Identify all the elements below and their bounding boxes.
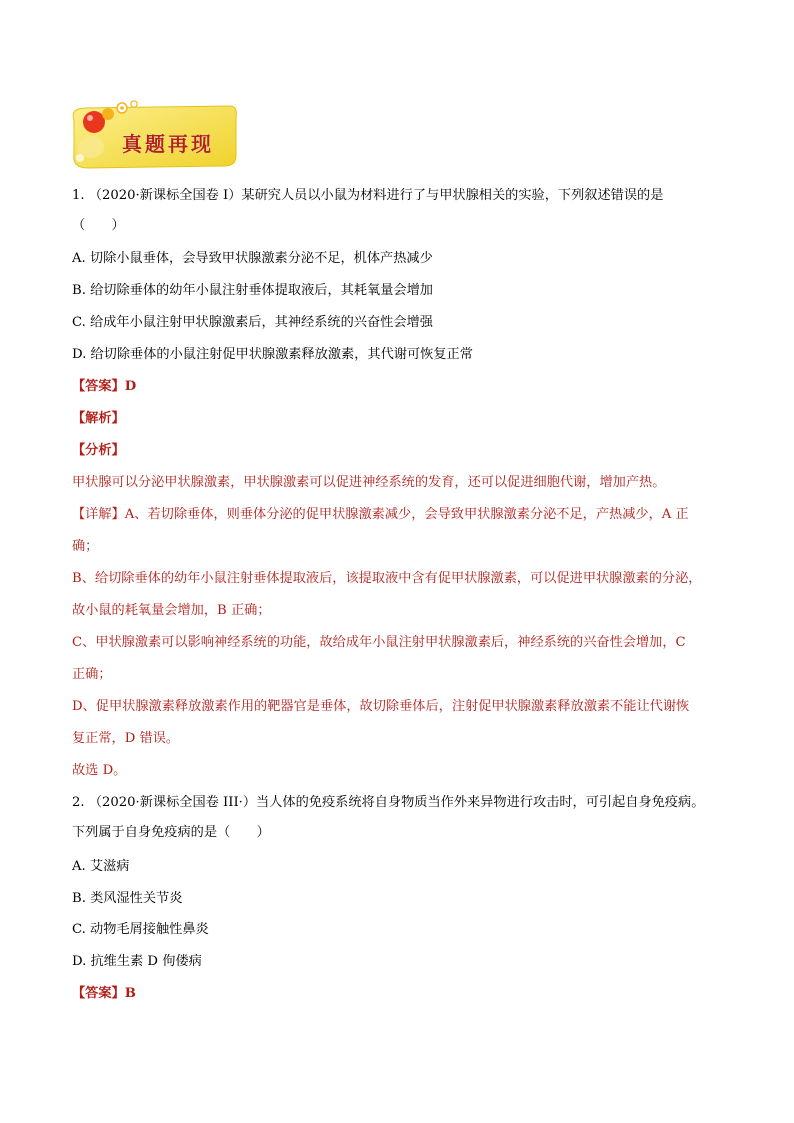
q1-option-c: C. 给成年小鼠注射甲状腺激素后，其神经系统的兴奋性会增强: [72, 315, 433, 330]
q1-detail-line2: 确；: [72, 539, 99, 554]
q1-option-a: A. 切除小鼠垂体，会导致甲状腺激素分泌不足，机体产热减少: [72, 251, 433, 266]
q1-analysis-heading: 【解析】: [72, 411, 125, 426]
q1-detail-line9: 故选 D。: [72, 763, 127, 778]
section-banner: [64, 100, 240, 172]
q2-option-c: C. 动物毛屑接触性鼻炎: [72, 922, 209, 937]
q1-detail-line8: 复正常，D 错误。: [72, 731, 180, 746]
q1-detail-line3: B、给切除垂体的幼年小鼠注射垂体提取液后，该提取液中含有促甲状腺激素，可以促进甲状腺激素的分泌，: [72, 571, 702, 586]
q1-detail-line5: C、甲状腺激素可以影响神经系统的功能，故给成年小鼠注射甲状腺激素后，神经系统的兴奋性会增加，C: [72, 635, 686, 650]
q1-stem-line2: （ ）: [72, 218, 125, 233]
q1-option-d: D. 给切除垂体的小鼠注射促甲状腺激素释放激素，其代谢可恢复正常: [72, 347, 473, 362]
q1-stem-line1: 1. （2020·新课标全国卷 I）某研究人员以小鼠为材料进行了与甲状腺相关的实验，下列叙述错误的是: [72, 188, 664, 203]
section-banner-title: 真题再现: [122, 132, 214, 156]
q1-detail-line4: 故小鼠的耗氧量会增加，B 正确；: [72, 603, 271, 618]
q2-option-a: A. 艾滋病: [72, 859, 130, 874]
q1-detail-line6: 正确；: [72, 667, 112, 682]
q2-option-d: D. 抗维生素 D 佝偻病: [72, 954, 202, 969]
q1-detail-line7: D、促甲状腺激素释放激素作用的靶器官是垂体，故切除垂体后，注射促甲状腺激素释放激素不能让代谢恢: [72, 699, 690, 714]
q1-answer: 【答案】D: [72, 379, 137, 394]
q1-analysis-text: 甲状腺可以分泌甲状腺激素，甲状腺激素可以促进神经系统的发育，还可以促进细胞代谢，增加产热。: [72, 475, 666, 490]
q2-answer: 【答案】B: [72, 986, 136, 1001]
q2-option-b: B. 类风湿性关节炎: [72, 891, 183, 906]
q2-stem-line2: 下列属于自身免疫病的是（ ）: [72, 825, 270, 840]
q1-analysis-subheading: 【分析】: [72, 443, 125, 458]
q2-stem-line1: 2. （2020·新课标全国卷 III·）当人体的免疫系统将自身物质当作外来异物进行攻击时，可引起自身免疫病。: [72, 795, 705, 810]
q1-option-b: B. 给切除垂体的幼年小鼠注射垂体提取液后，其耗氧量会增加: [72, 283, 433, 298]
q1-detail-line1: 【详解】A、若切除垂体，则垂体分泌的促甲状腺激素减少，会导致甲状腺激素分泌不足，产热减少，A 正: [72, 507, 689, 522]
